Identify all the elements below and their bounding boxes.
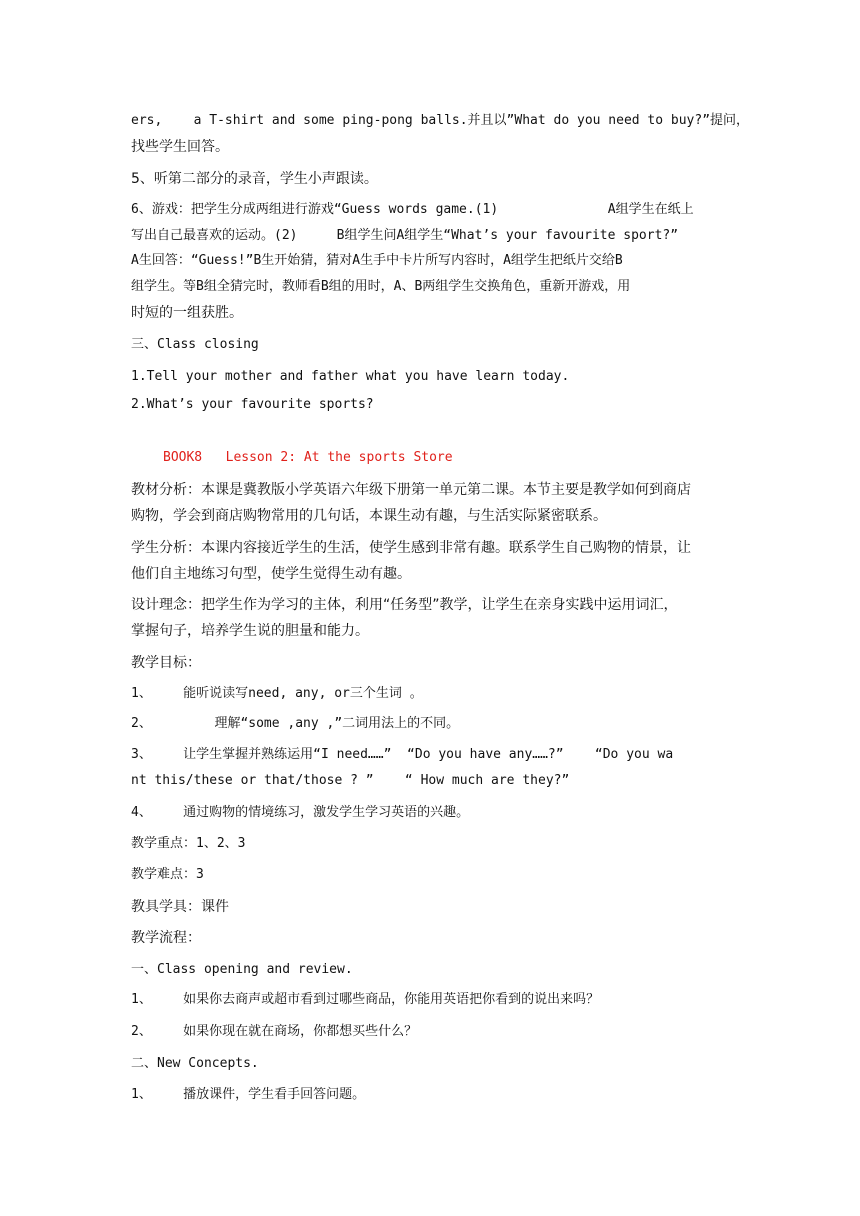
section-heading: 教学目标： xyxy=(131,655,201,671)
list-item: 2、 如果你现在就在商场，你都想买些什么？ xyxy=(131,1024,418,1039)
text-line: 教材分析：本课是冀教版小学英语六年级下册第一单元第二课。本节主要是教学如何到商店 xyxy=(131,482,691,498)
text-line: ers, a T-shirt and some ping-pong balls.并且以”What do you need to buy?”提问， xyxy=(131,113,750,128)
list-item: 2、 理解“some ,any ,”二词用法上的不同。 xyxy=(131,716,460,731)
text-line: 教学难点：3 xyxy=(131,867,204,882)
section-heading: 三、Class closing xyxy=(131,337,259,352)
text-line: 教学重点：1、2、3 xyxy=(131,836,246,851)
list-item: 1、 如果你去商声或超市看到过哪些商品，你能用英语把你看到的说出来吗？ xyxy=(131,992,600,1007)
section-heading: 教学流程： xyxy=(131,930,201,946)
text-line: 写出自己最喜欢的运动。(2) B组学生问A组学生“What’s your favourite sport?” xyxy=(131,228,679,243)
lesson-title: BOOK8 Lesson 2: At the sports Store xyxy=(163,450,453,465)
list-item: 3、 让学生掌握并熟练运用“I need……” “Do you have any……?” “Do you wa xyxy=(131,747,674,762)
text-line: 他们自主地练习句型，使学生觉得生动有趣。 xyxy=(131,566,411,582)
text-line: 2.What’s your favourite sports? xyxy=(131,397,374,412)
text-line: 购物，学会到商店购物常用的几句话，本课生动有趣，与生活实际紧密联系。 xyxy=(131,508,607,524)
text-line: 1.Tell your mother and father what you have learn today. xyxy=(131,369,570,384)
section-heading: 二、New Concepts. xyxy=(131,1056,259,1071)
text-line: 掌握句子，培养学生说的胆量和能力。 xyxy=(131,623,369,639)
text-line: 教具学具：课件 xyxy=(131,899,229,915)
list-item: nt this/these or that/those ? ” “ How much are they?” xyxy=(131,773,570,788)
list-item: 1、 播放课件，学生看手回答问题。 xyxy=(131,1087,366,1102)
list-item: 4、 通过购物的情境练习，激发学生学习英语的兴趣。 xyxy=(131,805,470,820)
text-line: 学生分析：本课内容接近学生的生活，使学生感到非常有趣。联系学生自己购物的情景，让 xyxy=(131,540,691,556)
text-line: 时短的一组获胜。 xyxy=(131,305,243,321)
text-line: 组学生。等B组全猜完时，教师看B组的用时，A、B两组学生交换角色，重新开游戏，用 xyxy=(131,279,631,294)
text-line: 找些学生回答。 xyxy=(131,139,229,155)
text-line: 设计理念：把学生作为学习的主体，利用“任务型”教学，让学生在亲身实践中运用词汇， xyxy=(131,597,678,613)
section-heading: 一、Class opening and review. xyxy=(131,962,353,977)
text-line: 6、游戏：把学生分成两组进行游戏“Guess words game.(1) A组学生在纸上 xyxy=(131,202,694,217)
text-line: 5、听第二部分的录音，学生小声跟读。 xyxy=(131,171,378,187)
text-line: A生回答：“Guess!”B生开始猜，猜对A生手中卡片所写内容时，A组学生把纸片交给B xyxy=(131,253,623,268)
list-item: 1、 能听说读写need, any, or三个生词 。 xyxy=(131,686,423,701)
